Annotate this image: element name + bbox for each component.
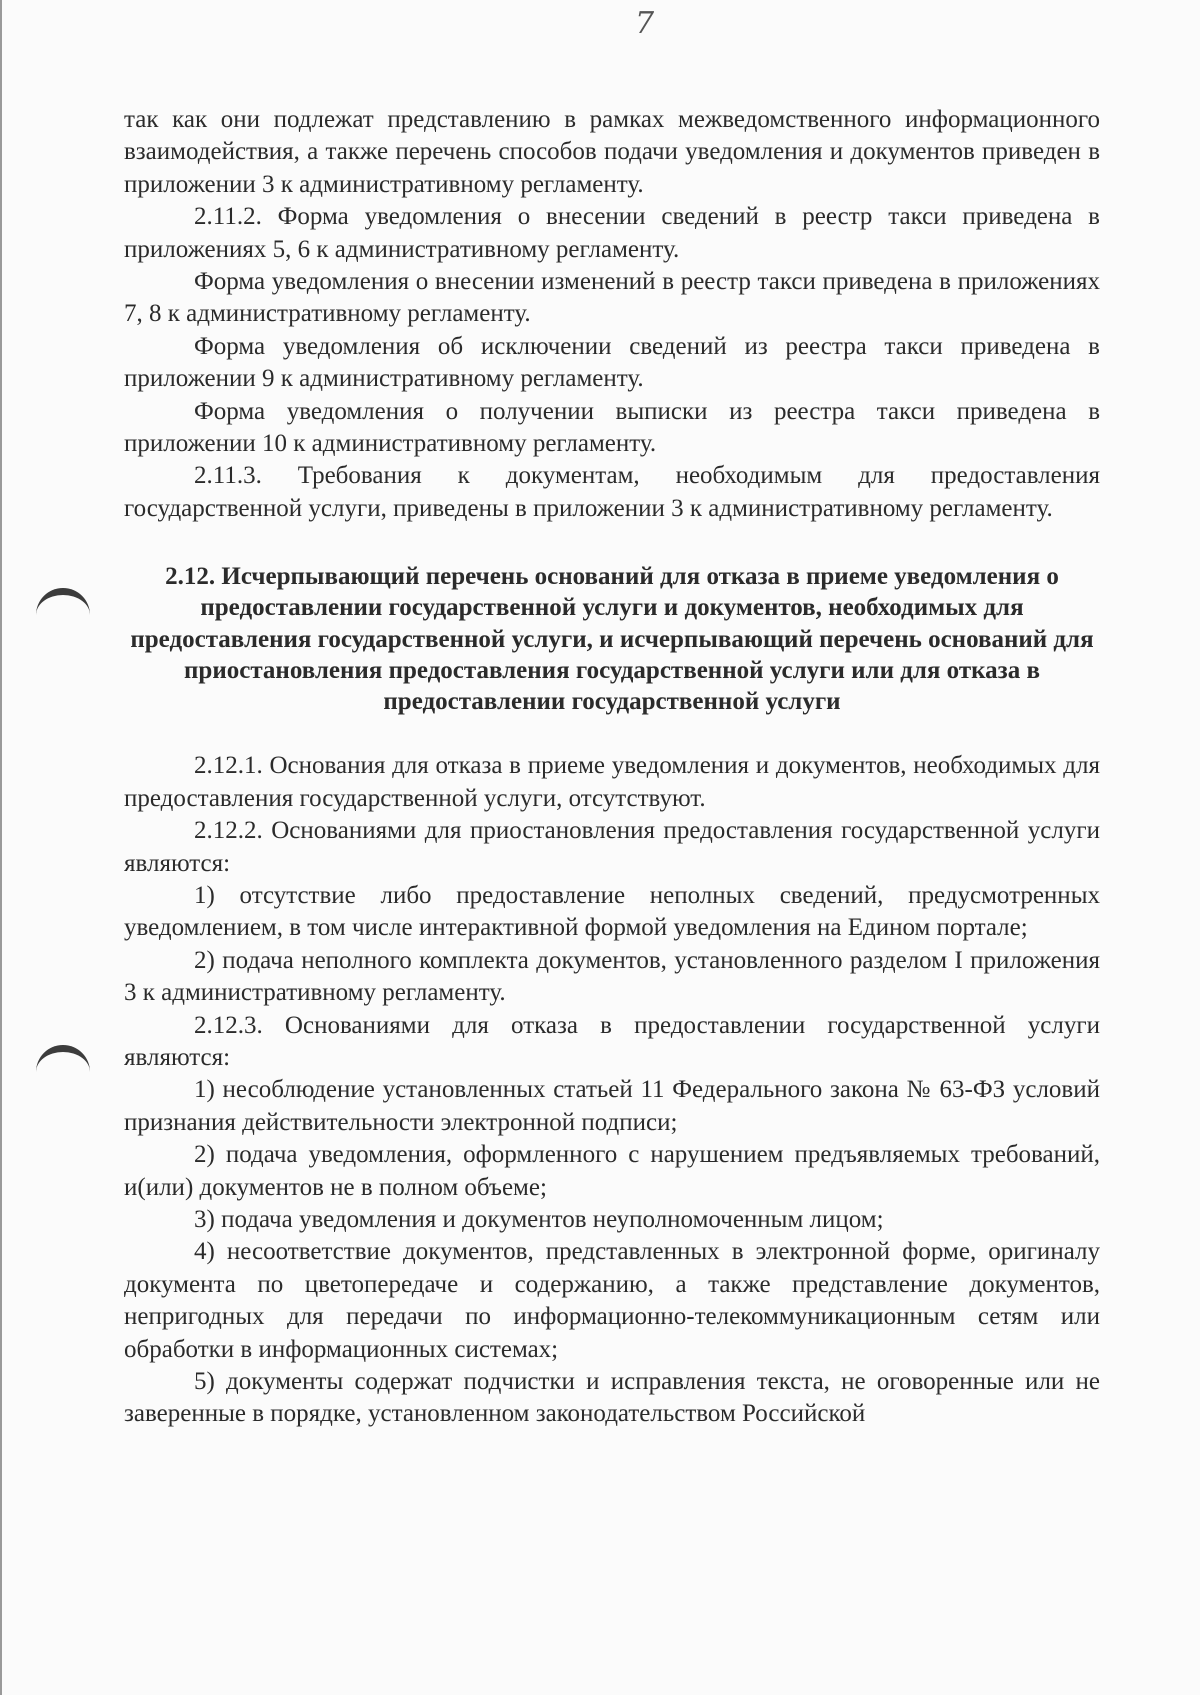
paragraph-2-11-3: 2.11.3. Требования к документам, необходимым для предоставления государственной услуги, приведены в приложении 3 к административному регламенту.	[124, 462, 1100, 522]
paragraph-form-exclusion: Форма уведомления об исключении сведений из реестра такси приведена в приложении 9 к административному регламенту.	[124, 332, 1100, 393]
list-item-suspension-2: 2) подача неполного комплекта документов, установленного разделом I приложения 3 к административному регламенту.	[124, 946, 1100, 1007]
list-item-suspension-1: 1) отсутствие либо предоставление неполных сведений, предусмотренных уведомлением, в том числе интерактивной формой уведомления на Едином портале;	[124, 881, 1100, 942]
punch-hole-mark	[36, 1045, 90, 1072]
punch-hole-mark	[36, 588, 90, 615]
binding-edge	[0, 0, 2, 1695]
paragraph-form-changes: Форма уведомления о внесении изменений в реестр такси приведена в приложениях 7, 8 к административному регламенту.	[124, 268, 1100, 328]
paragraph-2-12-2: 2.12.2. Основаниями для приостановления предоставления государственной услуги являются:	[124, 817, 1100, 877]
list-item-refusal-1: 1) несоблюдение установленных статьей 11 Федерального закона № 63-ФЗ условий признания действительности электронной подписи;	[124, 1076, 1100, 1136]
list-item-refusal-2: 2) подача уведомления, оформленного с нарушением предъявляемых требований, и(или) документов не в полном объеме;	[124, 1141, 1100, 1201]
list-item-refusal-5: 5) документы содержат подчистки и исправления текста, не оговоренные или не заверенные в порядке, установленном законодательством Российской	[124, 1368, 1100, 1428]
document-body	[124, 104, 1100, 1431]
page-number: 7	[635, 6, 655, 41]
list-item-refusal-3: 3) подача уведомления и документов неуполномоченным лицом;	[194, 1205, 884, 1233]
paragraph-form-extract: Форма уведомления о получении выписки из реестра такси приведена в приложении 10 к административному регламенту.	[124, 397, 1100, 458]
section-heading-2-12: 2.12. Исчерпывающий перечень оснований для отказа в приеме уведомления о предоставлении государственной услуги и документов, необходимых для предоставления государственной услуги, и исчерпывающий перечень оснований для приостановления предоставления государственной услуги или для отказа в предоставлении государственной услуги	[130, 563, 1094, 716]
list-item-refusal-4: 4) несоответствие документов, представленных в электронной форме, оригиналу документа по цветопередаче и содержанию, а также представление документов, непригодных для передачи по информационно-телекоммуникационным сетям или обработки в информационных системах;	[124, 1238, 1100, 1363]
paragraph-2-11-2: 2.11.2. Форма уведомления о внесении сведений в реестр такси приведена в приложениях 5, 6 к административному регламенту.	[124, 203, 1100, 263]
paragraph-2-12-3: 2.12.3. Основаниями для отказа в предоставлении государственной услуги являются:	[124, 1011, 1100, 1071]
paragraph-continuation: так как они подлежат представлению в рамках межведомственного информационного взаимодействия, а также перечень способов подачи уведомления и документов приведен в приложении 3 к административному регламенту.	[124, 106, 1100, 198]
paragraph-2-12-1: 2.12.1. Основания для отказа в приеме уведомления и документов, необходимых для предоставления государственной услуги, отсутствуют.	[124, 752, 1100, 812]
